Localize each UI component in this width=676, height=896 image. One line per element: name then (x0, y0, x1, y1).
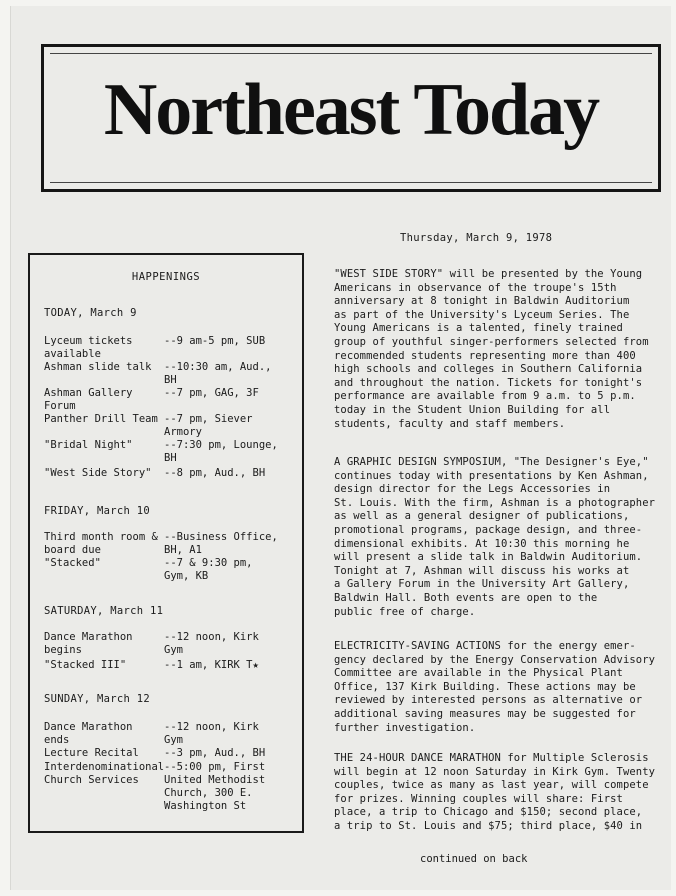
event-detail: --Business Office, BH, A1 (164, 531, 278, 556)
event-name: Ashman Gallery Forum (44, 387, 133, 412)
masthead-title: Northeast Today (103, 69, 599, 151)
event-row (44, 413, 300, 439)
article-dance-marathon: THE 24-HOUR DANCE MARATHON for Multiple Sclerosis will begin at 12 noon Saturday in Kirk Gym. Twenty couples, twice as many as last year, will compete for prizes. Winning couples will share: First place, a trip to Chicago and $150; second place, a trip to St. Louis and $75; third place, $40 in (334, 752, 656, 832)
issue-date: Thursday, March 9, 1978 (400, 232, 553, 244)
event-row (44, 761, 300, 813)
event-detail: --10:30 am, Aud., BH (164, 361, 272, 386)
event-row (44, 361, 300, 387)
event-name: Lyceum tickets available (44, 335, 133, 360)
day-heading: TODAY, March 9 (44, 307, 137, 319)
event-row (44, 631, 300, 657)
event-row (44, 659, 300, 672)
day-heading: SATURDAY, March 11 (44, 605, 164, 617)
masthead (41, 44, 661, 192)
article-graphic-design: A GRAPHIC DESIGN SYMPOSIUM, "The Designer's Eye," continues today with presentations by Ken Ashman, design director for the Legs Accessories in St. Louis. With the firm, Ashman is a photographer as well as a general designer of publications, promotional programs, package design, and three- dimensional exhibits. At 10:30 this morning he will present a slide talk in Baldwin Auditorium. Tonight at 7, Ashman will discuss his works at a Gallery Forum in the University Art Gallery, Baldwin Hall. Both events are open to the public free of charge. (334, 456, 656, 618)
event-detail: --9 am-5 pm, SUB (164, 335, 266, 347)
event-name: Ashman slide talk (44, 361, 152, 373)
event-detail: --7 pm, Siever Armory (164, 413, 253, 438)
event-row (44, 557, 300, 583)
event-detail: --7 & 9:30 pm, Gym, KB (164, 557, 253, 582)
event-detail: --3 pm, Aud., BH (164, 747, 266, 759)
happenings-title: HAPPENINGS (131, 271, 201, 283)
day-heading: FRIDAY, March 10 (44, 505, 150, 517)
event-name: Dance Marathon ends (44, 721, 133, 746)
event-name: Dance Marathon begins (44, 631, 133, 656)
event-name: "Stacked III" (44, 659, 127, 671)
event-detail: --8 pm, Aud., BH (164, 467, 266, 479)
event-name: Panther Drill Team (44, 413, 158, 425)
event-row (44, 531, 300, 557)
event-name: Lecture Recital (44, 747, 139, 759)
event-row (44, 721, 300, 747)
event-row (44, 467, 300, 480)
event-detail: --12 noon, Kirk Gym (164, 631, 259, 656)
event-row (44, 335, 300, 361)
day-heading: SUNDAY, March 12 (44, 693, 150, 705)
event-detail: --7:30 pm, Lounge, BH (164, 439, 278, 464)
event-name: "Bridal Night" (44, 439, 133, 451)
event-detail: --5:00 pm, First United Methodist Church, 300 E. Washington St (164, 761, 266, 812)
article-electricity: ELECTRICITY-SAVING ACTIONS for the energy emer- gency declared by the Energy Conservation Advisory Committee are available in the Physical Plant Office, 137 Kirk Building. These actions may be reviewed by interested persons as alternative or additional saving measures may be suggested for further investigation. (334, 640, 656, 734)
event-detail: --1 am, KIRK T★ (164, 659, 259, 671)
event-name: Third month room & board due (44, 531, 158, 556)
article-west-side-story: "WEST SIDE STORY" will be presented by the Young Americans in observance of the troupe's 15th anniversary at 8 tonight in Baldwin Auditorium as part of the University's Lyceum Series. The Young Americans is a talented, finely trained group of youthful singer-performers selected from recommended students representing more than 400 high schools and colleges in Southern California and throughout the nation. Tickets for tonight's performance are available from 9 a.m. to 5 p.m. today in the Student Union Building for all students, faculty and staff members. (334, 268, 649, 430)
event-row (44, 387, 300, 413)
event-detail: --12 noon, Kirk Gym (164, 721, 259, 746)
event-detail: --7 pm, GAG, 3F (164, 387, 259, 399)
event-name: "West Side Story" (44, 467, 152, 479)
event-name: "Stacked" (44, 557, 101, 569)
event-name: Interdenominational Church Services (44, 761, 165, 786)
event-row (44, 747, 300, 760)
event-row (44, 439, 300, 465)
happenings-box (28, 253, 304, 833)
continued-note: continued on back (420, 853, 528, 865)
